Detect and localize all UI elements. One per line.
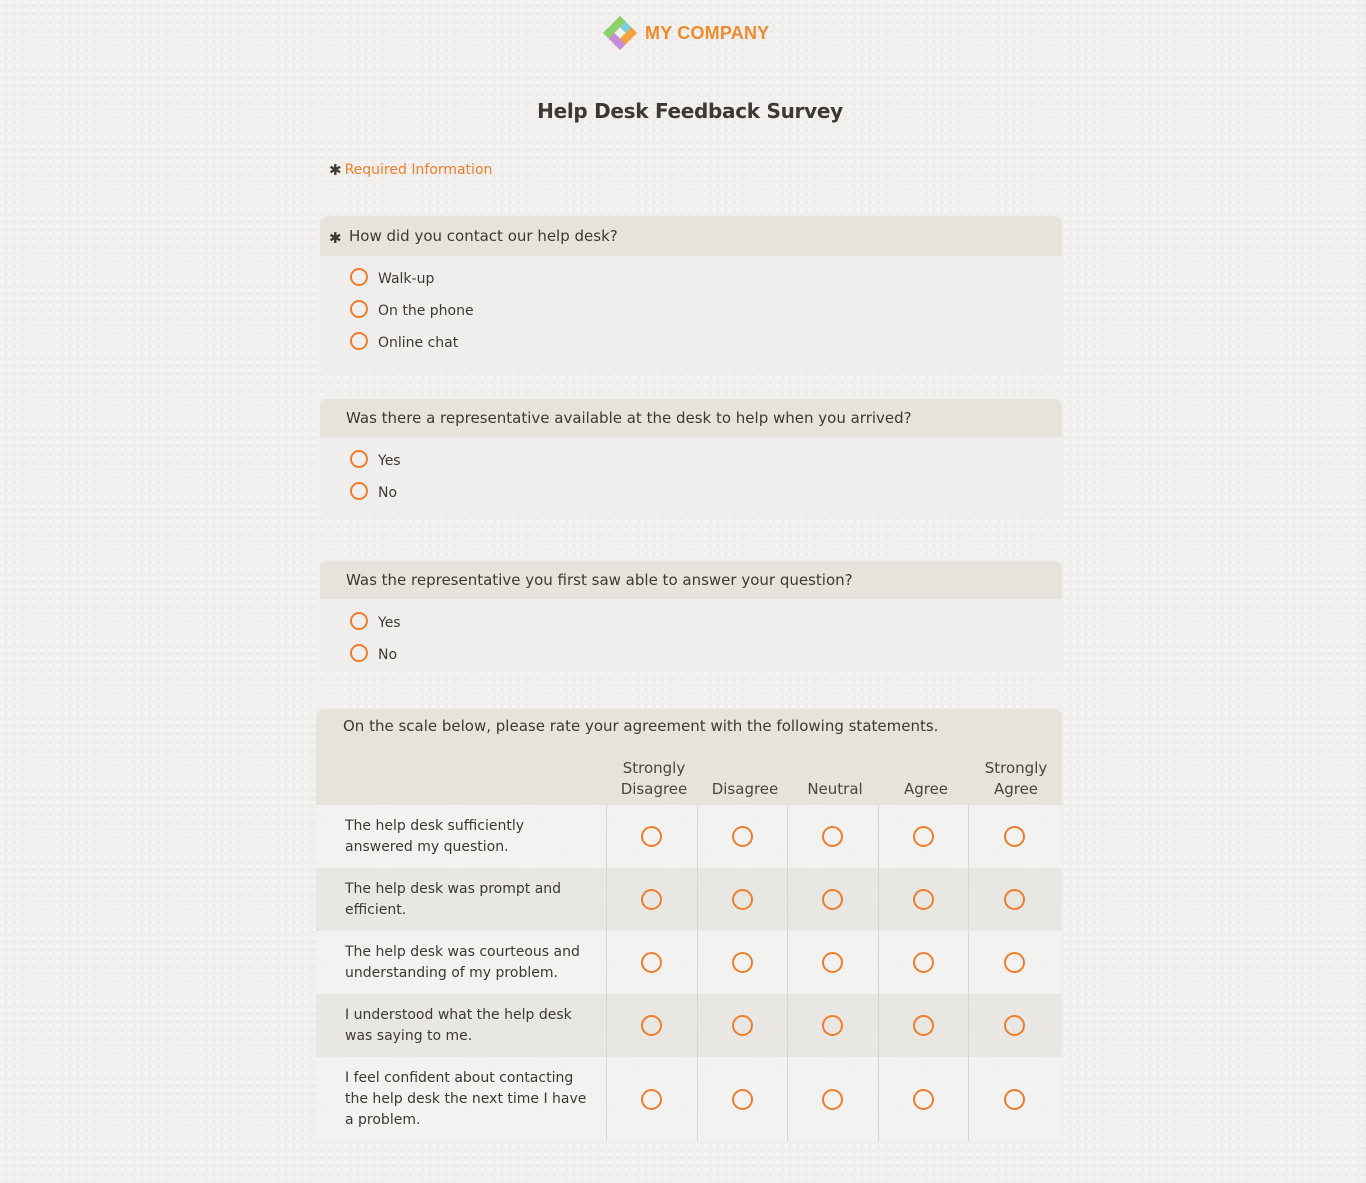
company-logo-icon — [601, 14, 639, 52]
option-label: Yes — [378, 453, 401, 469]
matrix-row — [316, 805, 1062, 868]
option-label: Yes — [378, 615, 401, 631]
option-on-the-phone[interactable] — [350, 295, 1062, 327]
page-title: Help Desk Feedback Survey — [537, 99, 843, 123]
question-header — [320, 561, 1062, 599]
agreement-matrix — [316, 709, 1062, 1141]
option-yes[interactable] — [350, 607, 1062, 639]
required-asterisk-icon: ✱ — [329, 229, 342, 247]
matrix-row — [316, 994, 1062, 1057]
company-name: MY COMPANY — [645, 22, 770, 43]
radio-agree[interactable] — [913, 952, 934, 973]
company-logo — [601, 14, 769, 52]
radio-disagree[interactable] — [732, 1089, 753, 1110]
question-card-question-answered — [320, 561, 1062, 671]
radio-disagree[interactable] — [732, 826, 753, 847]
radio-strongly-agree[interactable] — [1004, 889, 1025, 910]
column-strongly-disagree: Strongly Disagree — [620, 759, 688, 798]
statement-label: I understood what the help desk was saying to me. — [316, 994, 607, 1057]
radio-agree[interactable] — [913, 889, 934, 910]
column-agree: Agree — [903, 780, 949, 798]
question-header — [320, 216, 1062, 256]
radio-strongly-agree[interactable] — [1004, 826, 1025, 847]
option-label: No — [378, 485, 398, 501]
option-yes[interactable] — [350, 445, 1062, 477]
column-disagree: Disagree — [711, 780, 779, 798]
radio-button[interactable] — [350, 450, 368, 468]
question-card-contact-method — [320, 216, 1062, 372]
question-card-representative-available — [320, 399, 1062, 517]
radio-agree[interactable] — [913, 1015, 934, 1036]
question-text: Was there a representative available at the desk to help when you arrived? — [346, 409, 912, 427]
matrix-header — [316, 709, 1062, 805]
column-neutral: Neutral — [807, 780, 863, 798]
statement-label: I feel confident about contacting the help desk the next time I have a problem. — [316, 1057, 607, 1141]
options-list — [320, 256, 1062, 367]
radio-button[interactable] — [350, 482, 368, 500]
required-information-note — [329, 161, 492, 179]
statement-label: The help desk sufficiently answered my question. — [316, 805, 607, 868]
radio-strongly-agree[interactable] — [1004, 1089, 1025, 1110]
radio-strongly-disagree[interactable] — [641, 1015, 662, 1036]
question-text: How did you contact our help desk? — [349, 227, 618, 245]
option-label: No — [378, 647, 398, 663]
radio-disagree[interactable] — [732, 889, 753, 910]
radio-strongly-disagree[interactable] — [641, 1089, 662, 1110]
option-online-chat[interactable] — [350, 327, 1062, 359]
option-no[interactable] — [350, 477, 1062, 509]
radio-button[interactable] — [350, 612, 368, 630]
radio-neutral[interactable] — [822, 889, 843, 910]
matrix-row — [316, 931, 1062, 994]
radio-strongly-agree[interactable] — [1004, 1015, 1025, 1036]
question-text: Was the representative you first saw able to answer your question? — [346, 571, 853, 589]
radio-neutral[interactable] — [822, 1015, 843, 1036]
option-no[interactable] — [350, 639, 1062, 671]
question-header — [320, 399, 1062, 437]
statement-label: The help desk was courteous and understanding of my problem. — [316, 931, 607, 994]
radio-strongly-disagree[interactable] — [641, 952, 662, 973]
option-walk-up[interactable] — [350, 263, 1062, 295]
option-label: On the phone — [378, 303, 474, 319]
statement-label: The help desk was prompt and efficient. — [316, 868, 607, 931]
matrix-row — [316, 1057, 1062, 1141]
radio-neutral[interactable] — [822, 826, 843, 847]
radio-button[interactable] — [350, 300, 368, 318]
required-asterisk-icon: ✱ — [329, 161, 342, 179]
radio-agree[interactable] — [913, 826, 934, 847]
radio-button[interactable] — [350, 644, 368, 662]
required-note-text: Required Information — [344, 162, 493, 178]
matrix-row — [316, 868, 1062, 931]
radio-button[interactable] — [350, 332, 368, 350]
radio-agree[interactable] — [913, 1089, 934, 1110]
option-label: Online chat — [378, 335, 459, 351]
radio-neutral[interactable] — [822, 952, 843, 973]
radio-strongly-disagree[interactable] — [641, 826, 662, 847]
radio-disagree[interactable] — [732, 1015, 753, 1036]
matrix-question-text: On the scale below, please rate your agreement with the following statements. — [343, 717, 939, 735]
radio-disagree[interactable] — [732, 952, 753, 973]
options-list — [320, 599, 1062, 679]
radio-neutral[interactable] — [822, 1089, 843, 1110]
radio-button[interactable] — [350, 268, 368, 286]
option-label: Walk-up — [378, 271, 435, 287]
options-list — [320, 437, 1062, 517]
radio-strongly-disagree[interactable] — [641, 889, 662, 910]
radio-strongly-agree[interactable] — [1004, 952, 1025, 973]
column-strongly-agree: Strongly Agree — [984, 759, 1048, 798]
